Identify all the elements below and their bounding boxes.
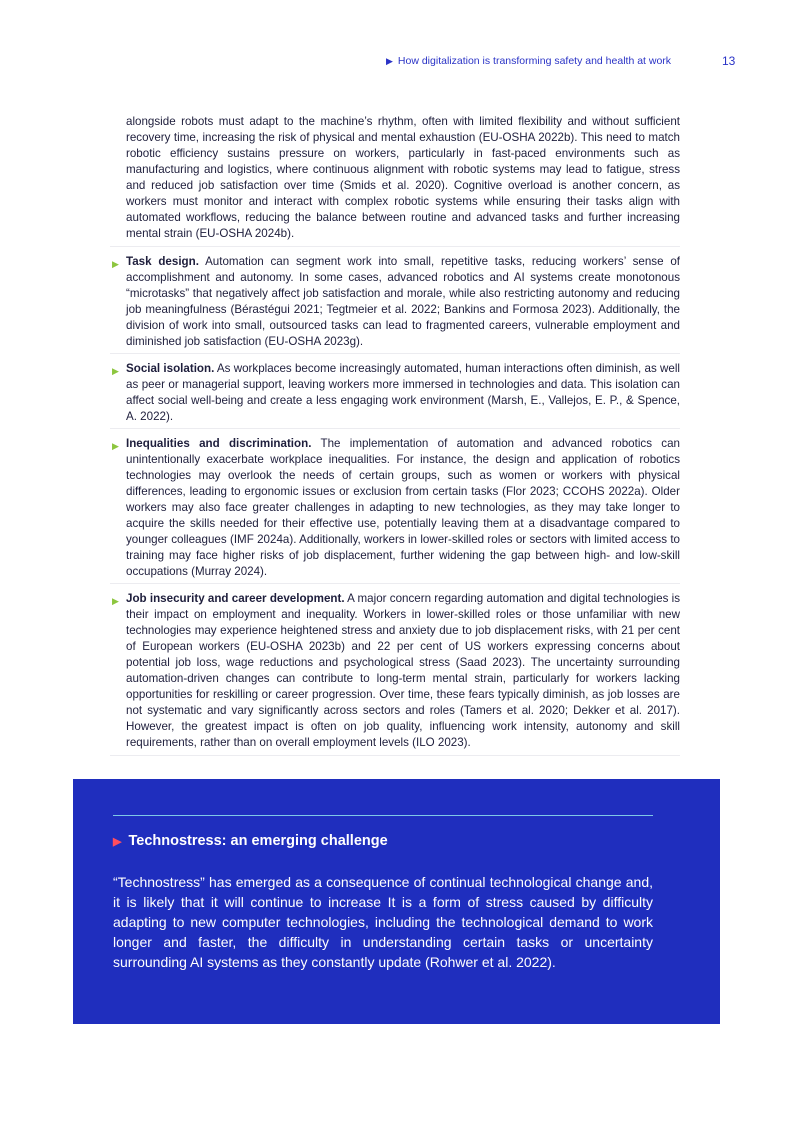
page-number: 13 xyxy=(722,54,736,68)
divider xyxy=(113,815,653,816)
item-text: A major concern regarding automation and digital technologies is their impact on employment and inequality. Workers in lower-skilled roles or those unfamiliar with new technologies may experience heightened stress and anxiety due to job displacement risks, with 21 per cent of European workers (EU-OSHA 2023b) and 22 per cent of US workers expressing concerns about potential job loss, wage reductions and psychological stress (Saad 2023). The uncertainty surrounding automation-driven changes can contribute to long-term mental strain, particularly for workers lacking opportunities for reskilling or career progression. Over time, these fears typically diminish, as job losses are not systematic and vary significantly across sectors and roles (Tamers et al. 2020; Dekker et al. 2017). However, the greatest impact is often on job quality, influencing work intensity, autonomy and skill requirements, rather than on overall employment levels (ILO 2023). xyxy=(126,592,680,749)
section-title: How digitalization is transforming safety and health at work xyxy=(397,55,672,67)
callout-title-text: Technostress: an emerging challenge xyxy=(128,833,388,849)
item-text: Automation can segment work into small, repetitive tasks, reducing workers’ sense of accomplishment and autonomy. In some cases, advanced robotics and AI systems create monotonous “microtasks” that negatively affect job satisfaction and morale, while also restricting autonomy and reducing job meaningfulness (Bérastégui 2021; Tegtmeier et al. 2022; Bankins and Formosa 2023). Additionally, the division of work into small, outsourced tasks can lead to fragmented careers, vulnerable employment and diminished job satisfaction (EU-OSHA 2023g). xyxy=(126,255,681,348)
item-title: Social isolation. xyxy=(126,362,215,375)
item-title: Job insecurity and career development. xyxy=(126,592,345,605)
item-title: Task design. xyxy=(126,255,199,268)
bullet-triangle-icon: ▶ xyxy=(112,259,119,269)
main-content xyxy=(110,114,680,756)
bullet-triangle-icon: ▶ xyxy=(112,441,119,451)
callout-title xyxy=(113,833,388,849)
bullet-triangle-icon: ▶ xyxy=(112,366,119,376)
triangle-icon: ▶ xyxy=(113,835,122,848)
intro-paragraph: alongside robots must adapt to the machine’s rhythm, often with limited flexibility and without sufficient recovery time, increasing the risk of physical and mental exhaustion (EU-OSHA 2022b). This need to match robotic efficiency sustains pressure on workers, particularly in fast-paced environments such as manufacturing and logistics, where continuous alignment with robotic systems may lead to fatigue, stress and reduced job satisfaction over time (Smids et al. 2020). Cognitive overload is another concern, as workers must monitor and interact with complex robotic systems while ensuring their tasks align with automated workflows, reducing the balance between routine and advanced tasks and further increasing mental strain (EU-OSHA 2024b). xyxy=(126,115,680,240)
list-item xyxy=(110,353,680,428)
item-title: Inequalities and discrimination. xyxy=(126,437,312,450)
item-text: As workplaces become increasingly automated, human interactions often diminish, as well as peer or managerial support, leaving workers more immersed in technologies and data. This isolation can affect social well-being and create a less engaging work environment (Marsh, E., Vallejos, E. P., & Spence, A. 2022). xyxy=(126,362,681,423)
list-item xyxy=(110,583,680,756)
list-item xyxy=(110,428,680,583)
callout-text: “Technostress” has emerged as a consequence of continual technological change and, it is likely that it will continue to increase It is a form of stress caused by difficulty adapting to new computer technologies, including the technological demand to work longer and faster, the difficulty in understanding certain tasks or uncertainty surrounding AI systems as they constantly update (Rohwer et al. 2022). xyxy=(113,874,653,970)
bullet-triangle-icon: ▶ xyxy=(112,596,119,606)
technostress-callout-box xyxy=(73,779,720,1024)
running-header xyxy=(386,55,671,67)
item-text: The implementation of automation and advanced robotics can unintentionally exacerbate workplace inequalities. For instance, the design and application of robotics technologies may overlook the needs of certain groups, such as women or workers with physical differences, leading to ergonomic issues or exclusion from certain tasks (Flor 2023; CCOHS 2022a). Older workers may also face greater challenges in adapting to new technologies, as they may take longer to acquire the skills needed for their effective use, potentially leaving them at a disadvantage compared to younger colleagues (IMF 2024a). Additionally, workers in lower-skilled roles or sectors with limited access to training may face higher risks of job displacement, further widening the gap between high- and low-skill occupations (Murray 2024). xyxy=(126,437,680,578)
triangle-icon: ▶ xyxy=(386,55,393,66)
list-item xyxy=(110,246,680,353)
